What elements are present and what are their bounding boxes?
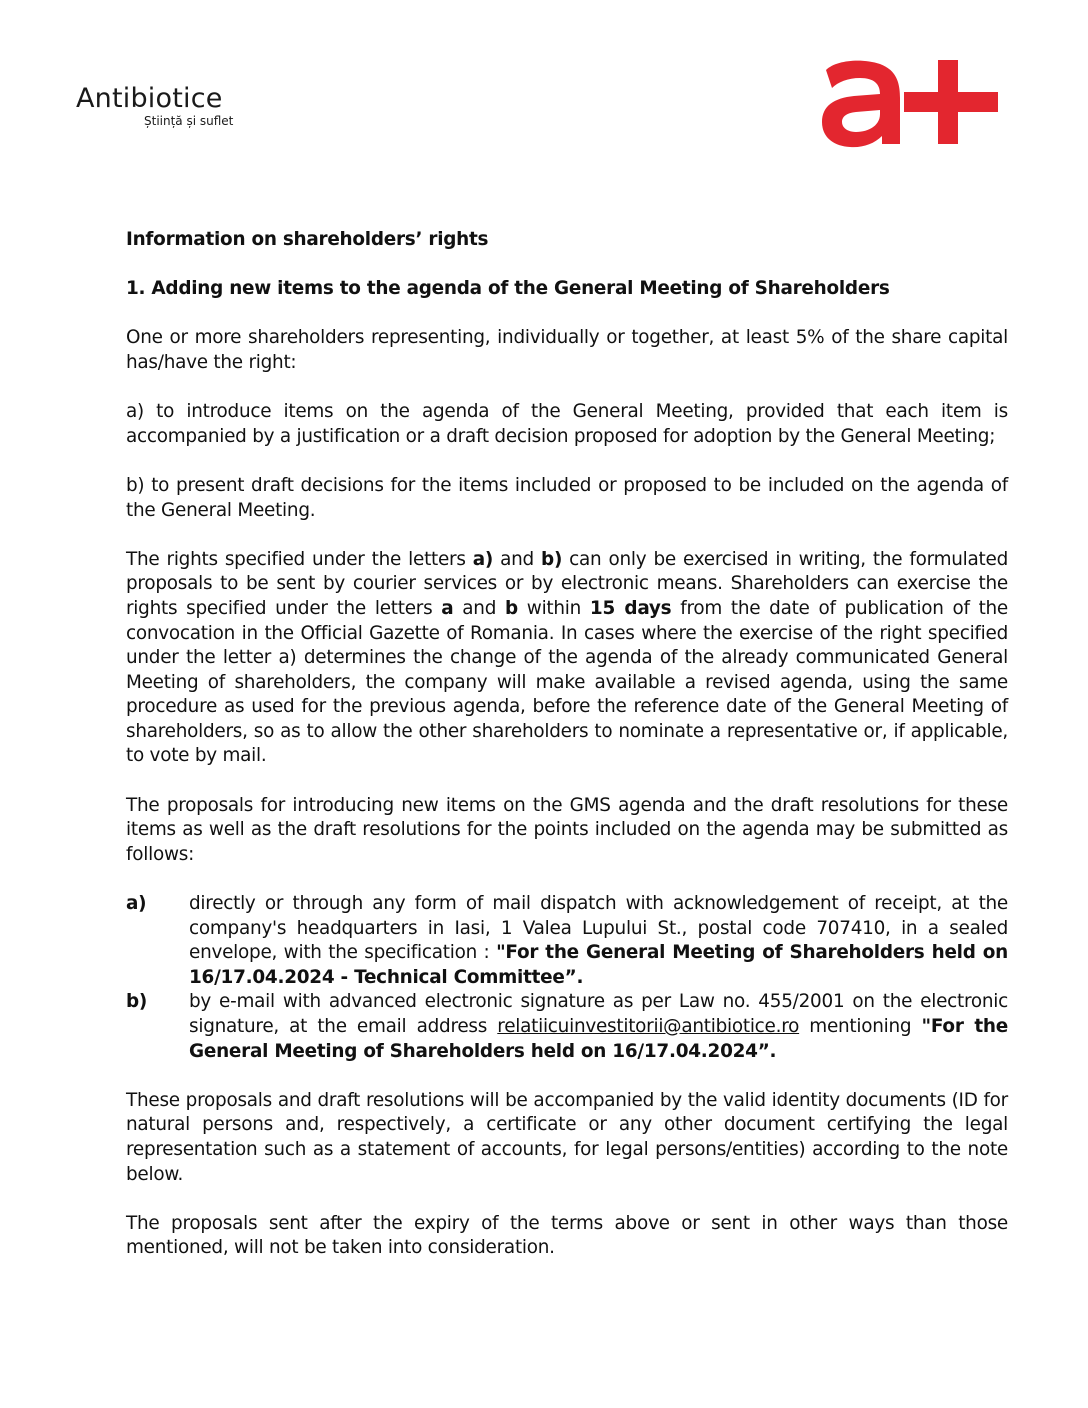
- p4-bold-4: b: [505, 597, 518, 619]
- list-item-body: [189, 990, 1008, 1064]
- brand-tagline: Știință și suflet: [144, 114, 234, 128]
- list-item-text: directly or through any form of mail dispatch with acknowledgement of receipt, at the company's headquarters in Iasi, 1 Valea Lupului St., postal code 707410, in a sealed envelope, with the specification :: [189, 893, 1008, 964]
- list-item-text-2: mentioning: [799, 1016, 922, 1037]
- list-item-bold: "For the General Meeting of Shareholders held on 16/17.04.2024 - Technical Committee”.: [189, 942, 1008, 988]
- list-item: [126, 892, 1008, 990]
- document-body: [126, 228, 1008, 1286]
- paragraph-4: [126, 548, 1008, 769]
- list-item-body: [189, 892, 1008, 990]
- list-marker: b): [126, 991, 148, 1013]
- paragraph-3: b) to present draft decisions for the items included or proposed to be included on the agenda of the General Meeting.: [126, 474, 1008, 521]
- p4-text-6: from the date of publication of the convocation in the Official Gazette of Romania. In cases where the exercise of the right specified under the letter a) determines the change of the agenda of the already communicated General Meeting of shareholders, the company will make available a revised agenda, using the same procedure as used for the previous agenda, before the reference date of the General Meeting of shareholders, so as to allow the other shareholders to nominate a representative or, if applicable, to vote by mail.: [126, 597, 1008, 767]
- paragraph-2: a) to introduce items on the agenda of the General Meeting, provided that each item is accompanied by a justification or a draft decision proposed for adoption by the General Meeting;: [126, 401, 1008, 447]
- paragraph-6: These proposals and draft resolutions will be accompanied by the valid identity documents (ID for natural persons and, respectively, a certificate or any other document certifying the legal representation such as a statement of accounts, for legal persons/entities) according to the note below.: [126, 1089, 1008, 1185]
- logo-plus-horizontal: [904, 92, 998, 112]
- p4-bold-1: a): [472, 548, 494, 570]
- list-marker: a): [126, 893, 147, 915]
- section-heading: 1. Adding new items to the agenda of the General Meeting of Shareholders: [126, 278, 890, 300]
- p4-text-4: and: [453, 597, 505, 619]
- paragraph-1: One or more shareholders representing, individually or together, at least 5% of the share capital has/have the right:: [126, 327, 1008, 373]
- p4-bold-5: 15 days: [589, 597, 672, 619]
- paragraph-7: The proposals sent after the expiry of the terms above or sent in other ways than those mentioned, will not be taken into consideration.: [126, 1212, 1008, 1259]
- paragraph-5: The proposals for introducing new items on the GMS agenda and the draft resolutions for these items as well as the draft resolutions for the points included on the agenda may be submitted as follows:: [126, 794, 1008, 865]
- logo-letter-a: [822, 61, 900, 148]
- a-plus-logo: [822, 56, 1000, 148]
- p4-text-3: can only be exercised in writing, the formulated proposals to be sent by courier services or by electronic means. Shareholders can exercise the rights specified under the letters: [126, 548, 1009, 619]
- p4-bold-3: a: [441, 597, 454, 619]
- p4-text-2: and: [493, 548, 542, 570]
- p4-text-1: The rights specified under the letters: [126, 548, 473, 570]
- email-link[interactable]: relatiicuinvestitorii@antibiotice.ro: [497, 1016, 800, 1037]
- brand-name: Antibiotice: [76, 83, 223, 114]
- p4-bold-2: b): [541, 548, 563, 570]
- list-item: [126, 990, 1008, 1064]
- submission-list: [126, 892, 1008, 1064]
- list-item-bold: "For the General Meeting of Shareholders held on 16/17.04.2024”.: [189, 1016, 1008, 1062]
- p4-text-5: within: [517, 597, 590, 619]
- document-title: Information on shareholders’ rights: [126, 229, 489, 250]
- list-item-text: by e-mail with advanced electronic signature as per Law no. 455/2001 on the electronic signature, at the email address: [189, 991, 1008, 1037]
- brand-block: [76, 84, 233, 128]
